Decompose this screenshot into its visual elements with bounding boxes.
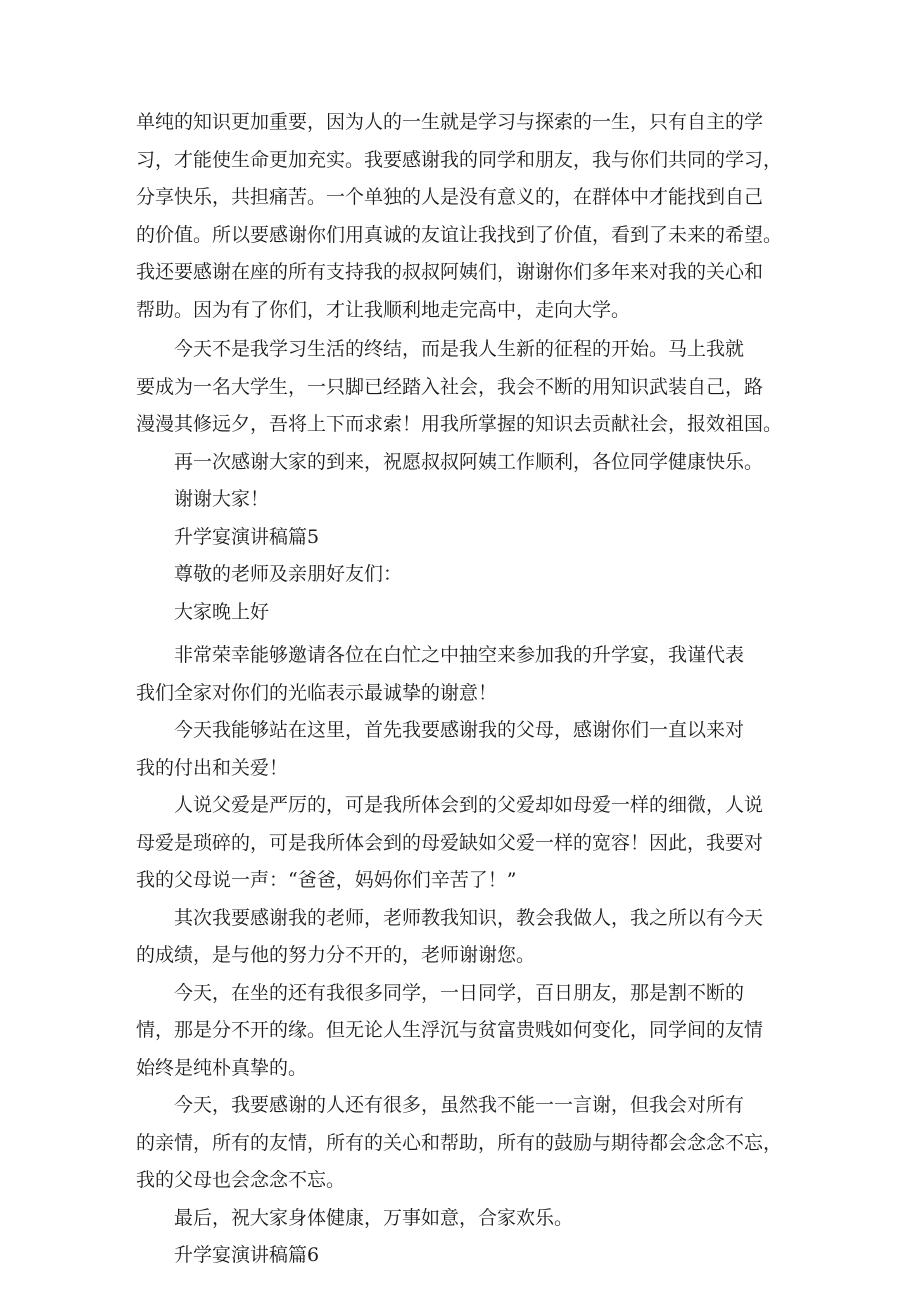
section-title: 升学宴演讲稿篇6 (174, 1244, 320, 1266)
paragraph-thank-you (136, 481, 792, 519)
text-line: 我的父母说一声：“爸爸，妈妈你们辛苦了！” (136, 869, 517, 891)
greeting (136, 594, 792, 632)
text-line: 尊敬的老师及亲朋好友们： (174, 563, 403, 585)
paragraph-thanks-again (136, 444, 792, 482)
text-line: 的亲情，所有的友情，所有的关心和帮助，所有的鼓励与期待都会念念不忘， (136, 1131, 783, 1154)
text-line: 人说父爱是严厉的，可是我所体会到的父爱却如母爱一样的细微，人说 (174, 794, 764, 816)
paragraph-new-journey (136, 331, 792, 444)
text-line: 我的父母也会念念不忘。 (136, 1169, 346, 1191)
paragraph-thank-parents (136, 712, 792, 787)
text-line: 单纯的知识更加重要，因为人的一生就是学习与探索的一生，只有自主的学 (136, 111, 764, 133)
text-line: 我的付出和关爱！ (136, 756, 289, 779)
paragraph-gratitude-friends (136, 104, 792, 329)
text-line: 要成为一名大学生，一只脚已经踏入社会，我会不断的用知识武装自己，路 (136, 375, 764, 398)
text-line: 最后，祝大家身体健康，万事如意，合家欢乐。 (174, 1206, 574, 1229)
text-line: 帮助。因为有了你们，才让我顺利地走完高中，走向大学。 (136, 298, 631, 321)
paragraph-honored (136, 637, 792, 712)
text-line: 今天不是我学习生活的终结，而是我人生新的征程的开始。马上我就 (174, 338, 745, 360)
section-heading-6 (136, 1237, 792, 1275)
text-line: 的价值。所以要感谢你们用真诚的友谊让我找到了价值，看到了未来的希望。 (136, 223, 783, 246)
text-line: 谢谢大家！ (174, 488, 270, 510)
section-heading-5 (136, 519, 792, 557)
paragraph-many-thanks (136, 1087, 792, 1200)
text-line: 我还要感谢在座的所有支持我的叔叔阿姨们，谢谢你们多年来对我的关心和 (136, 261, 764, 283)
text-line: 的成绩，是与他的努力分不开的，老师谢谢您。 (136, 944, 536, 966)
text-line: 其次我要感谢我的老师，老师教我知识，教会我做人，我之所以有今天 (174, 906, 764, 929)
text-line: 今天，我要感谢的人还有很多，虽然我不能一一言谢，但我会对所有 (174, 1094, 745, 1116)
text-line: 今天，在坐的还有我很多同学，一日同学，百日朋友，那是割不断的 (174, 981, 745, 1004)
text-line: 漫漫其修远夕，吾将上下而求索！用我所掌握的知识去贡献社会，报效祖国。 (136, 413, 783, 435)
section-title: 升学宴演讲稿篇5 (174, 525, 320, 548)
text-line: 分享快乐，共担痛苦。一个单独的人是没有意义的，在群体中才能找到自己 (136, 186, 764, 208)
text-line: 今天我能够站在这里，首先我要感谢我的父母，感谢你们一直以来对 (174, 719, 745, 741)
text-line: 始终是纯朴真挚的。 (136, 1056, 308, 1079)
text-line: 非常荣幸能够邀请各位在白忙之中抽空来参加我的升学宴，我谨代表 (174, 644, 745, 666)
text-line: 再一次感谢大家的到来，祝愿叔叔阿姨工作顺利，各位同学健康快乐。 (174, 450, 764, 473)
text-line: 情，那是分不开的缘。但无论人生浮沉与贫富贵贱如何变化，同学间的友情 (136, 1019, 764, 1041)
paragraph-classmates (136, 975, 792, 1088)
paragraph-parental-love (136, 787, 792, 900)
text-line: 我们全家对你们的光临表示最诚挚的谢意！ (136, 681, 498, 704)
paragraph-thank-teachers (136, 900, 792, 975)
text-line: 母爱是琐碎的，可是我所体会到的母爱缺如父爱一样的宽容！因此，我要对 (136, 831, 764, 854)
document-page (136, 104, 792, 1275)
text-line: 习，才能使生命更加充实。我要感谢我的同学和朋友，我与你们共同的学习， (136, 148, 783, 171)
text-line: 大家晚上好 (174, 600, 270, 623)
paragraph-blessing (136, 1200, 792, 1238)
salutation (136, 556, 792, 594)
